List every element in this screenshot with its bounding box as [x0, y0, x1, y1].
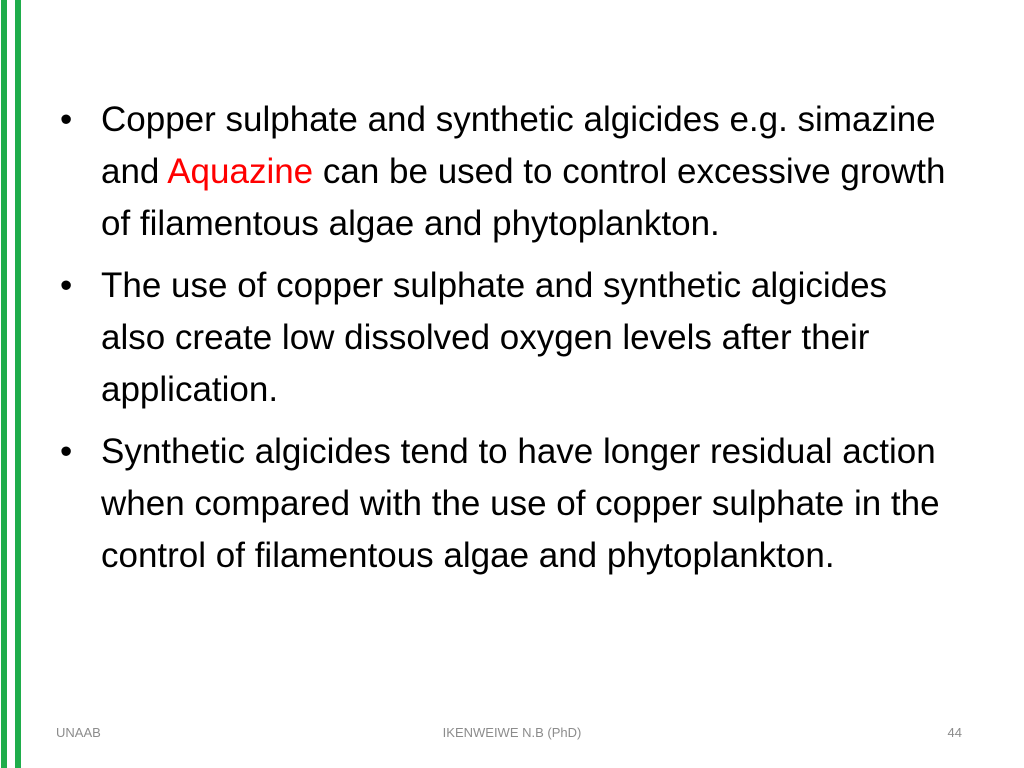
bullet-list — [56, 94, 956, 592]
bullet-text: The use of copper sulphate and synthetic algicides also create low dissolved oxygen levels after their application. — [101, 266, 888, 409]
bullet-item — [56, 426, 956, 582]
highlighted-term: Aquazine — [167, 152, 314, 191]
bullet-dot-icon: • — [60, 100, 73, 139]
bullet-item — [56, 260, 956, 416]
bullet-text: Synthetic algicides tend to have longer residual action when compared with the use of copper sulphate in the control of filamentous algae and phytoplankton. — [101, 432, 940, 575]
bullet-dot-icon: • — [60, 432, 73, 471]
bullet-text-part: can be used to control excessive growth of filamentous algae and phytoplankton. — [101, 152, 946, 243]
left-accent-stripe-inner — [15, 0, 21, 768]
footer-institution: UNAAB — [56, 725, 101, 740]
bullet-dot-icon: • — [60, 266, 73, 305]
bullet-text-part: Copper sulphate and synthetic algicides e.g. simazine and — [101, 100, 936, 191]
bullet-item — [56, 94, 956, 250]
left-accent-stripe — [1, 0, 7, 768]
footer-author: IKENWEIWE N.B (PhD) — [442, 725, 582, 740]
slide-number: 44 — [947, 725, 962, 740]
